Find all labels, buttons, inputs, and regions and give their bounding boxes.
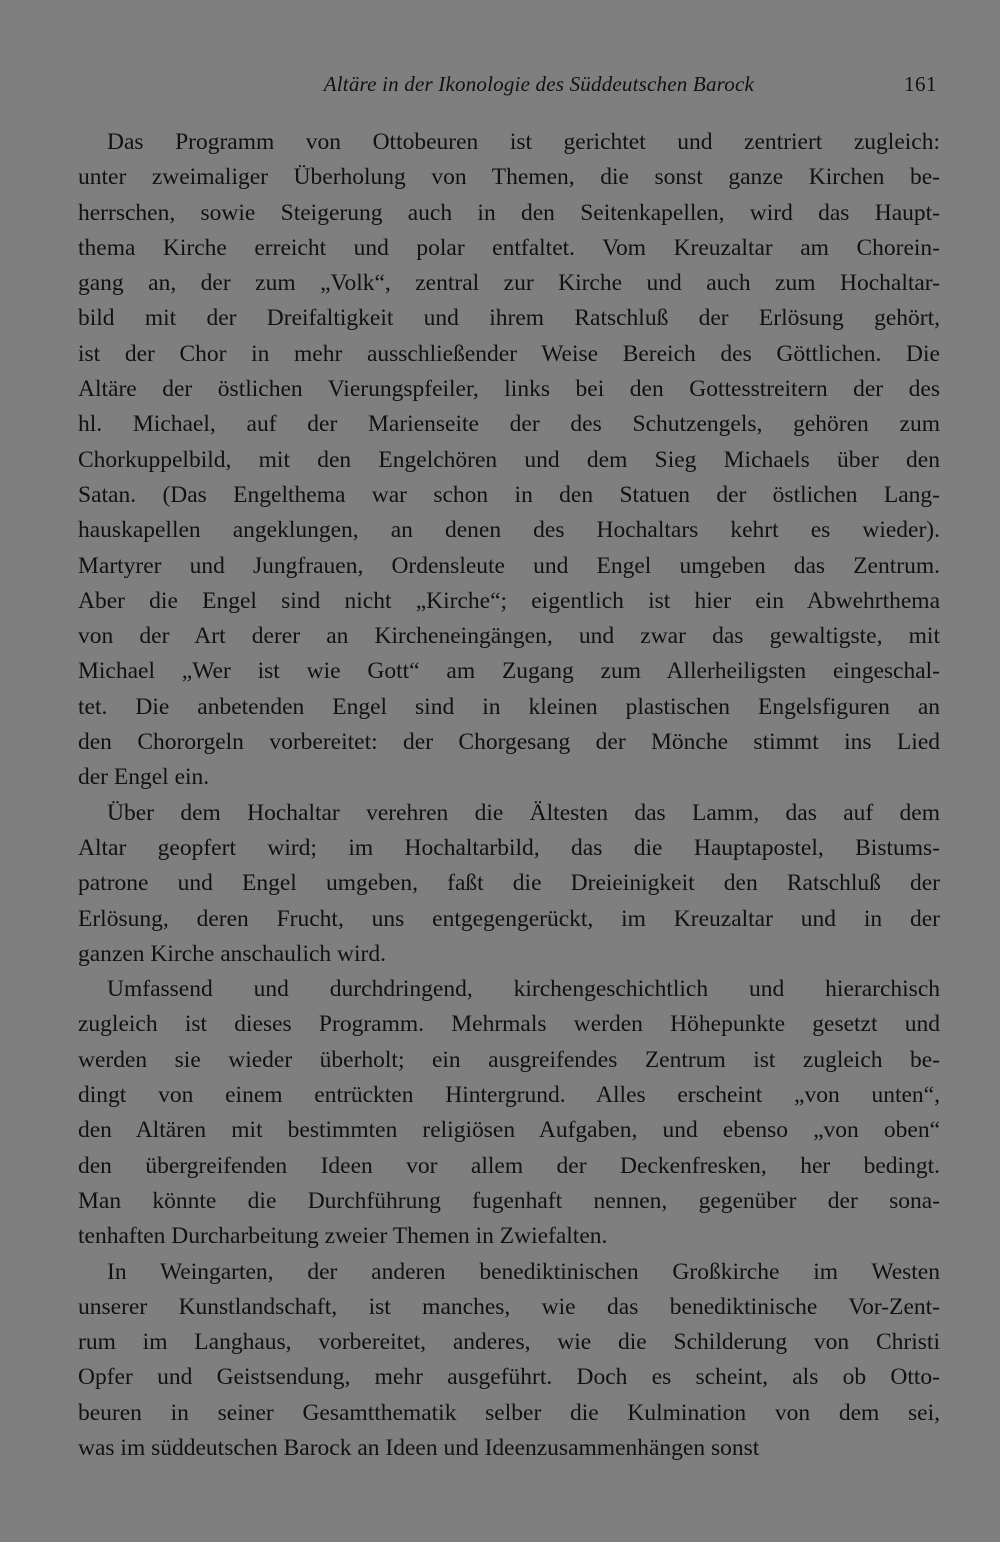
text-line: Satan. (Das Engelthema war schon in den Statuen der östlichen Lang- xyxy=(78,481,940,508)
text-line: beuren in seiner Gesamtthematik selber die Kulmination von dem sei, xyxy=(78,1399,940,1426)
paragraph xyxy=(78,125,940,796)
text-line: tet. Die anbetenden Engel sind in kleinen plastischen Engelsfiguren an xyxy=(78,693,940,720)
text-line: Martyrer und Jungfrauen, Ordensleute und Engel umgeben das Zentrum. xyxy=(78,552,940,579)
text-line: Aber die Engel sind nicht „Kirche“; eigentlich ist hier ein Abwehrthema xyxy=(78,587,940,614)
text-line: Altar geopfert wird; im Hochaltarbild, das die Hauptapostel, Bistums- xyxy=(78,834,940,861)
paragraph xyxy=(78,972,940,1254)
text-line: In Weingarten, der anderen benediktinischen Großkirche im Westen xyxy=(107,1258,940,1285)
text-line: den Chororgeln vorbereitet: der Chorgesang der Mönche stimmt ins Lied xyxy=(78,729,940,756)
text-line: Umfassend und durchdringend, kirchengeschichtlich und hierarchisch xyxy=(107,976,940,1003)
text-line: Über dem Hochaltar verehren die Ältesten das Lamm, das auf dem xyxy=(107,799,940,826)
running-title: Altäre in der Ikonologie des Süddeutschen Barock xyxy=(323,72,754,96)
paragraph xyxy=(78,1255,940,1467)
text-line: patrone und Engel umgeben, faßt die Dreieinigkeit den Ratschluß der xyxy=(78,870,940,897)
page-number: 161 xyxy=(904,72,937,96)
text-line: Erlösung, deren Frucht, uns entgegengerückt, im Kreuzaltar und in der xyxy=(78,905,940,932)
text-line: was im süddeutschen Barock an Ideen und Ideenzusammenhängen sonst xyxy=(78,1434,760,1461)
paragraph xyxy=(78,796,940,972)
text-line: unter zweimaliger Überholung von Themen, die sonst ganze Kirchen be- xyxy=(78,164,940,191)
text-line: thema Kirche erreicht und polar entfaltet. Vom Kreuzaltar am Chorein- xyxy=(78,234,940,261)
text-line: Michael „Wer ist wie Gott“ am Zugang zum Allerheiligsten eingeschal- xyxy=(78,658,940,685)
text-line: hauskapellen angeklungen, an denen des Hochaltars kehrt es wieder). xyxy=(78,517,940,544)
text-line: unserer Kunstlandschaft, ist manches, wie das benediktinische Vor-Zent- xyxy=(78,1293,940,1320)
text-line: Das Programm von Ottobeuren ist gerichtet und zentriert zugleich: xyxy=(107,129,940,155)
text-line: ganzen Kirche anschaulich wird. xyxy=(78,940,386,967)
text-line: bild mit der Dreifaltigkeit und ihrem Ratschluß der Erlösung gehört, xyxy=(78,305,940,332)
text-line: ist der Chor in mehr ausschließender Weise Bereich des Göttlichen. Die xyxy=(78,340,940,367)
text-line: hl. Michael, auf der Marienseite der des Schutzengels, gehören zum xyxy=(78,411,940,438)
text-line: werden sie wieder überholt; ein ausgreifendes Zentrum ist zugleich be- xyxy=(78,1046,940,1073)
text-line: dingt von einem entrückten Hintergrund. Alles erscheint „von unten“, xyxy=(78,1082,940,1109)
text-line: von der Art derer an Kircheneingängen, und zwar das gewaltigste, mit xyxy=(78,623,940,650)
running-header xyxy=(78,68,940,102)
text-line: der Engel ein. xyxy=(78,764,210,791)
text-line: zugleich ist dieses Programm. Mehrmals werden Höhepunkte gesetzt und xyxy=(78,1011,940,1038)
text-line: gang an, der zum „Volk“, zentral zur Kirche und auch zum Hochaltar- xyxy=(78,270,940,297)
text-line: den übergreifenden Ideen vor allem der Deckenfresken, her bedingt. xyxy=(78,1152,940,1179)
body-text xyxy=(78,125,940,1466)
text-line: herrschen, sowie Steigerung auch in den Seitenkapellen, wird das Haupt- xyxy=(78,199,940,226)
text-line: Man könnte die Durchführung fugenhaft nennen, gegenüber der sona- xyxy=(78,1187,940,1214)
text-line: rum im Langhaus, vorbereitet, anderes, wie die Schilderung von Christi xyxy=(78,1329,940,1356)
text-line: tenhaften Durcharbeitung zweier Themen in Zwiefalten. xyxy=(78,1223,608,1250)
text-line: Opfer und Geistsendung, mehr ausgeführt. Doch es scheint, als ob Otto- xyxy=(78,1364,940,1391)
text-line: Chorkuppelbild, mit den Engelchören und dem Sieg Michaels über den xyxy=(78,446,940,473)
text-line: Altäre der östlichen Vierungspfeiler, links bei den Gottesstreitern der des xyxy=(78,376,940,403)
text-line: den Altären mit bestimmten religiösen Aufgaben, und ebenso „von oben“ xyxy=(78,1117,940,1144)
